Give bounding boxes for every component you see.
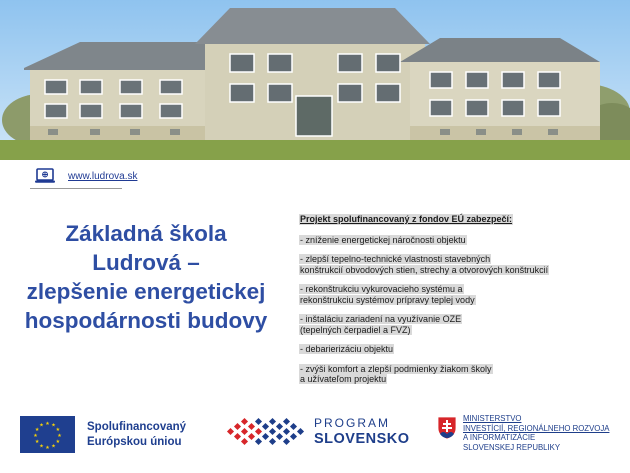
- svg-text:★: ★: [55, 439, 61, 445]
- svg-text:★: ★: [51, 422, 56, 429]
- ministry-line-4: SLOVENSKEJ REPUBLIKY: [463, 442, 561, 452]
- project-item-text: - debarierizáciu objektu: [300, 344, 394, 354]
- svg-text:★: ★: [34, 439, 40, 445]
- funding-logos: [0, 406, 630, 466]
- laptop-icon: [34, 167, 56, 185]
- program-mark-icon: [222, 412, 306, 450]
- project-item: [299, 314, 629, 335]
- slovak-coat-of-arms-icon: [437, 416, 457, 440]
- eu-line-2: Európskou úniou: [87, 435, 182, 448]
- program-line-1: PROGRAM: [314, 416, 391, 430]
- school-building-image: [0, 0, 630, 160]
- project-item: [299, 364, 629, 385]
- svg-text:★: ★: [34, 427, 40, 433]
- project-item-text: - zvýši komfort a zlepší podmienky žiakom školy a užívateľom projektu: [300, 363, 492, 384]
- eu-flag-icon: [20, 416, 75, 453]
- program-line-2: SLOVENSKO: [314, 431, 410, 447]
- website-link-row: [34, 166, 137, 186]
- svg-text:★: ★: [39, 422, 44, 429]
- ministry-line-1: MINISTERSTVO: [463, 414, 522, 423]
- svg-text:★: ★: [39, 443, 44, 450]
- ministry-line-2: INVESTÍCIÍ, REGIONÁLNEHO ROZVOJA: [463, 423, 610, 433]
- project-item: [299, 284, 629, 305]
- project-item: [299, 235, 629, 246]
- project-item-text: - zníženie energetickej náročnosti objektu: [300, 234, 466, 245]
- project-description: [299, 214, 629, 394]
- link-divider: [30, 188, 122, 189]
- ministry-logo-text: [463, 414, 609, 452]
- project-item: [299, 254, 629, 275]
- eu-line-1: Spolufinancovaný: [87, 420, 187, 433]
- svg-text:★: ★: [51, 443, 56, 450]
- svg-text:★: ★: [45, 445, 50, 451]
- page-title: [0, 219, 292, 335]
- eu-logo-text: [87, 420, 186, 450]
- title-line-3: zlepšenie energetickej: [26, 279, 266, 304]
- title-line-4: hospodárnosti budovy: [24, 308, 268, 333]
- program-slovensko-logo: [222, 412, 410, 450]
- program-logo-text: [314, 415, 410, 447]
- project-item-text: - zlepší tepelno-technické vlastnosti stavebných konštrukcií obvodových stien, strechy a otvorových konštrukcií: [300, 254, 549, 275]
- svg-text:★: ★: [55, 427, 61, 433]
- project-item-text: - inštaláciu zariadení na využívanie OZE (tepelných čerpadiel a FVZ): [300, 314, 462, 335]
- project-item: [299, 344, 629, 355]
- ministry-line-3: A INFORMATIZÁCIE: [463, 433, 536, 442]
- svg-text:★: ★: [45, 421, 50, 427]
- svg-text:★: ★: [57, 433, 62, 439]
- website-link[interactable]: www.ludrova.sk: [68, 170, 138, 182]
- eu-logo: [20, 416, 186, 453]
- title-line-1: Základná škola: [65, 221, 227, 246]
- ministry-logo: [437, 414, 609, 452]
- project-item-text: - rekonštrukciu vykurovacieho systému a rekonštrukciu systémov prípravy teplej vody: [300, 284, 475, 305]
- svg-text:★: ★: [33, 433, 38, 439]
- project-heading: Projekt spolufinancovaný z fondov EÚ zabezpečí:: [300, 214, 513, 224]
- title-line-2: Ludrová –: [92, 250, 200, 275]
